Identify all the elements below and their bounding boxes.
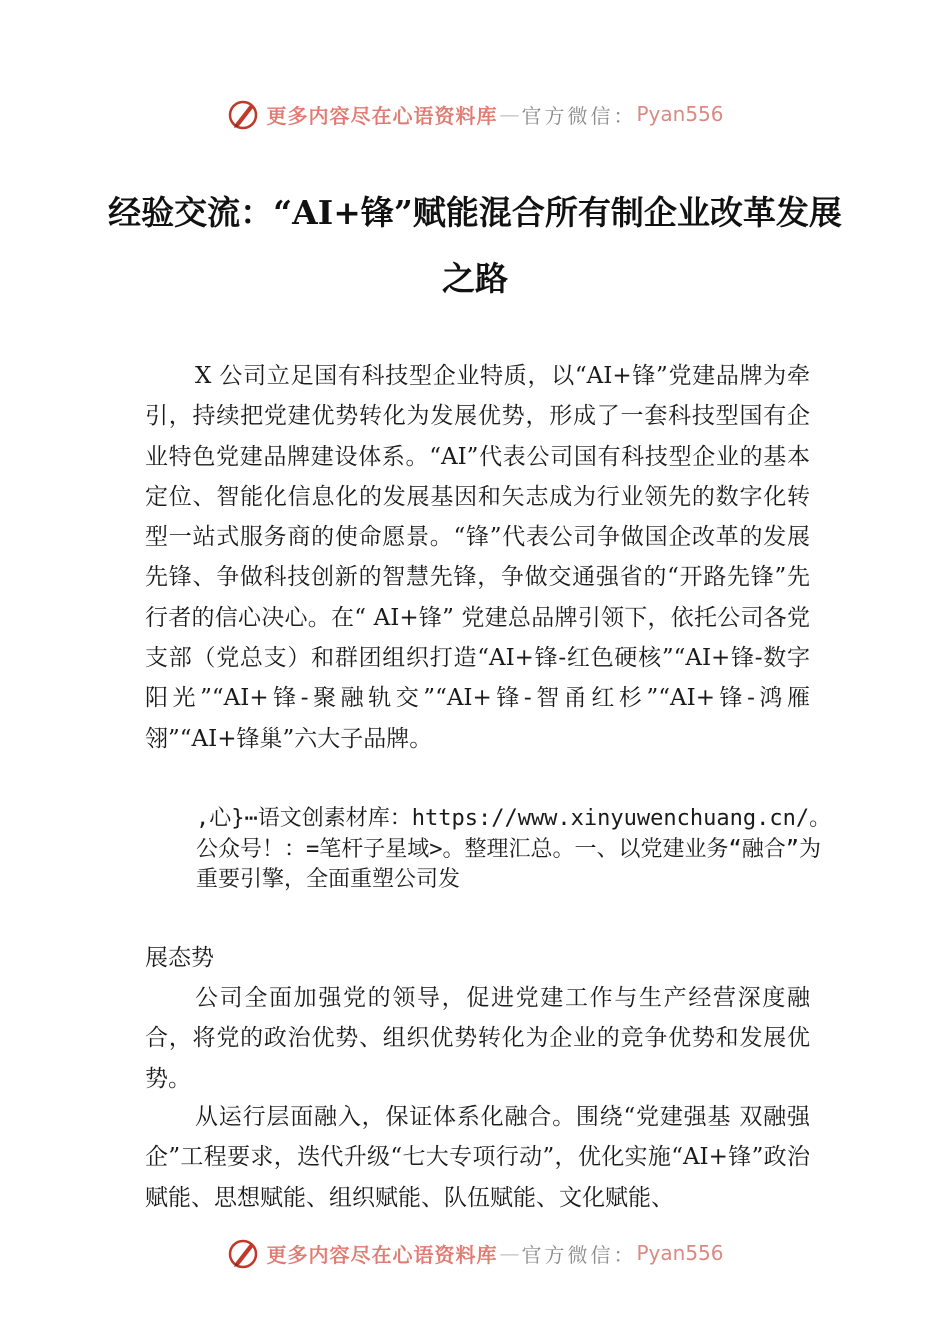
paragraph-intro: X 公司立足国有科技型企业特质，以“AI+锋”党建品牌为牵引，持续把党建优势转化为发展优势，形成了一套科技型国有企业特色党建品牌建设体系。“AI”代表公司国有科技型企业的基本定位、智能化信息化的发展基因和矢志成为行业领先的数字化转型一站式服务商的使命愿景。“锋”代表公司争做国企改革的发展先锋、争做科技创新的智慧先锋，争做交通强省的“开路先锋”先行者的信心决心。在“ AI+锋” 党建总品牌引领下，依托公司各党支部（党总支）和群团组织打造“AI+锋-红色硬核”“AI+锋-数字阳光”“AI+锋-聚融轨交”“AI+锋-智甬红杉”“AI+锋-鸿雁翎”“AI+锋巢”六大子品牌。 xyxy=(145,363,810,752)
paragraph-leadership: 公司全面加强党的领导，促进党建工作与生产经营深度融合，将党的政治优势、组织优势转化为企业的竞争优势和发展优势。 xyxy=(145,985,810,1092)
watermark-header xyxy=(0,94,950,134)
document-title: 经验交流：“AI+锋”赋能混合所有制企业改革发展之路 xyxy=(108,193,842,298)
logo-icon xyxy=(226,97,260,131)
watermark-footer xyxy=(0,1233,950,1273)
logo-icon xyxy=(226,1236,260,1270)
watermark-brand: 更多内容尽在心语资料库 xyxy=(266,103,498,128)
watermark-wechat-label: 官方微信： xyxy=(521,1242,637,1267)
source-note: ,心}⋯语文创素材库：https://www.xinyuwenchuang.cn/。公众号！：=笔杆子星域>。整理汇总。一、以党建业务“融合”为重要引擎，全面重塑公司发 xyxy=(196,806,832,892)
watermark-separator: — xyxy=(499,1241,520,1265)
paragraph-continuation: 展态势 xyxy=(145,945,214,971)
watermark-wechat-id: Pyan556 xyxy=(636,1241,724,1265)
paragraph-operations: 从运行层面融入，保证体系化融合。围绕“党建强基 双融强企”工程要求，迭代升级“七大专项行动”，优化实施“AI+锋”政治赋能、思想赋能、组织赋能、队伍赋能、文化赋能、 xyxy=(145,1104,810,1211)
watermark-brand: 更多内容尽在心语资料库 xyxy=(266,1242,498,1267)
watermark-wechat-label: 官方微信： xyxy=(521,103,637,128)
watermark-wechat-id: Pyan556 xyxy=(636,102,724,126)
watermark-separator: — xyxy=(499,102,520,126)
